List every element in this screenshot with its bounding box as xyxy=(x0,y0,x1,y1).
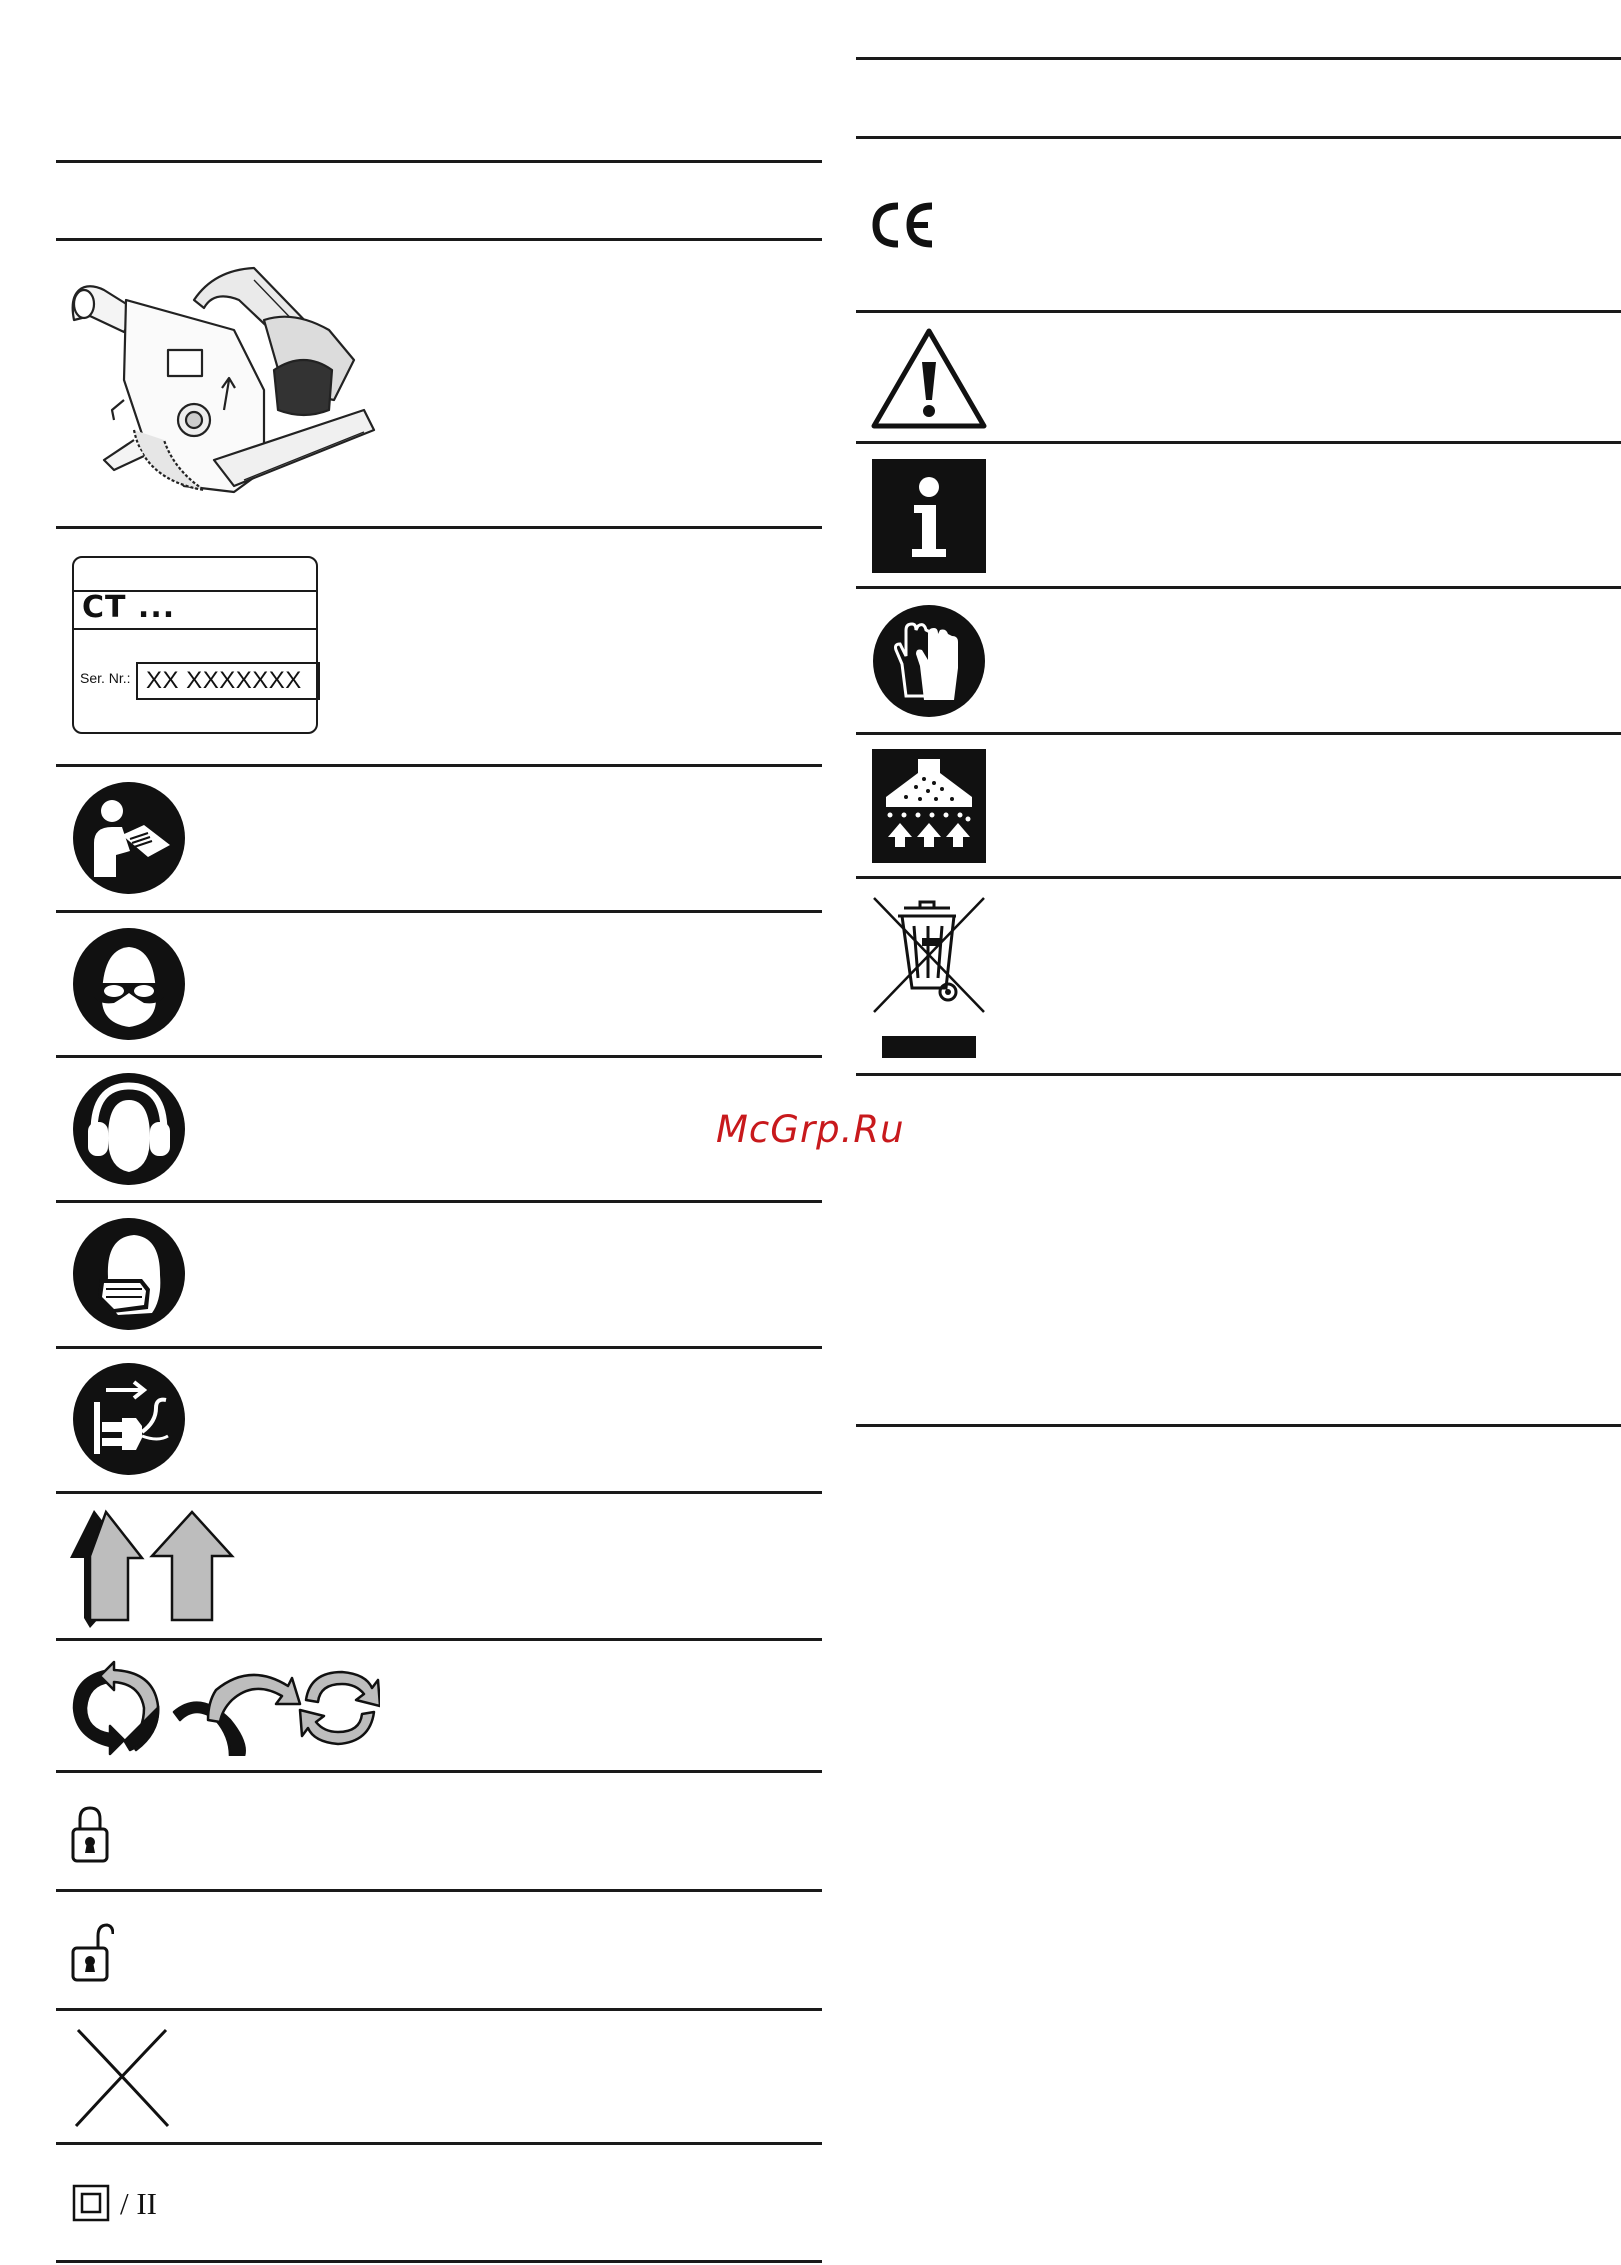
gloves-icon xyxy=(872,604,986,718)
rotation-direction-icon xyxy=(70,1660,380,1756)
rule xyxy=(56,2008,822,2011)
rule xyxy=(56,2260,822,2263)
rule xyxy=(56,1491,822,1494)
info-icon xyxy=(872,459,986,573)
rule xyxy=(56,1346,822,1349)
serial-value: XX XXXXXXX xyxy=(136,662,320,700)
rule xyxy=(56,526,822,529)
arrow-direction-icon xyxy=(70,1508,240,1628)
rule xyxy=(856,1424,1621,1427)
rule xyxy=(56,1889,822,1892)
rule xyxy=(56,1638,822,1641)
protection-class-icon xyxy=(72,2184,110,2222)
rule xyxy=(856,586,1621,589)
dust-extraction-icon xyxy=(872,749,986,863)
model-name: CT ... xyxy=(82,590,176,625)
ce-mark xyxy=(870,200,940,250)
rule xyxy=(856,876,1621,879)
weee-bin-icon xyxy=(870,894,990,1062)
product-illustration xyxy=(64,260,384,506)
rule xyxy=(856,136,1621,139)
rule xyxy=(56,910,822,913)
rule xyxy=(56,238,822,241)
protection-class-label: / II xyxy=(120,2186,158,2221)
cross-icon xyxy=(72,2026,172,2128)
ear-protection-icon xyxy=(72,1072,186,1186)
eye-protection-icon xyxy=(72,927,186,1041)
rule xyxy=(856,1073,1621,1076)
read-manual-icon xyxy=(72,781,186,895)
serial-label: Ser. Nr.: xyxy=(80,670,131,686)
rule xyxy=(856,441,1621,444)
rule xyxy=(56,2142,822,2145)
unplug-icon xyxy=(72,1362,186,1476)
rule xyxy=(856,310,1621,313)
watermark: McGrp.Ru xyxy=(716,1108,905,1151)
nameplate xyxy=(72,556,318,734)
lock-closed-icon xyxy=(70,1805,110,1865)
rule xyxy=(856,57,1621,60)
warning-icon xyxy=(870,326,988,430)
lock-open-icon xyxy=(70,1920,114,1986)
rule xyxy=(856,732,1621,735)
rule xyxy=(56,1770,822,1773)
rule xyxy=(56,1200,822,1203)
rule xyxy=(56,764,822,767)
rule xyxy=(56,1055,822,1058)
dust-mask-icon xyxy=(72,1217,186,1331)
rule xyxy=(56,160,822,163)
plate-divider xyxy=(74,628,316,630)
